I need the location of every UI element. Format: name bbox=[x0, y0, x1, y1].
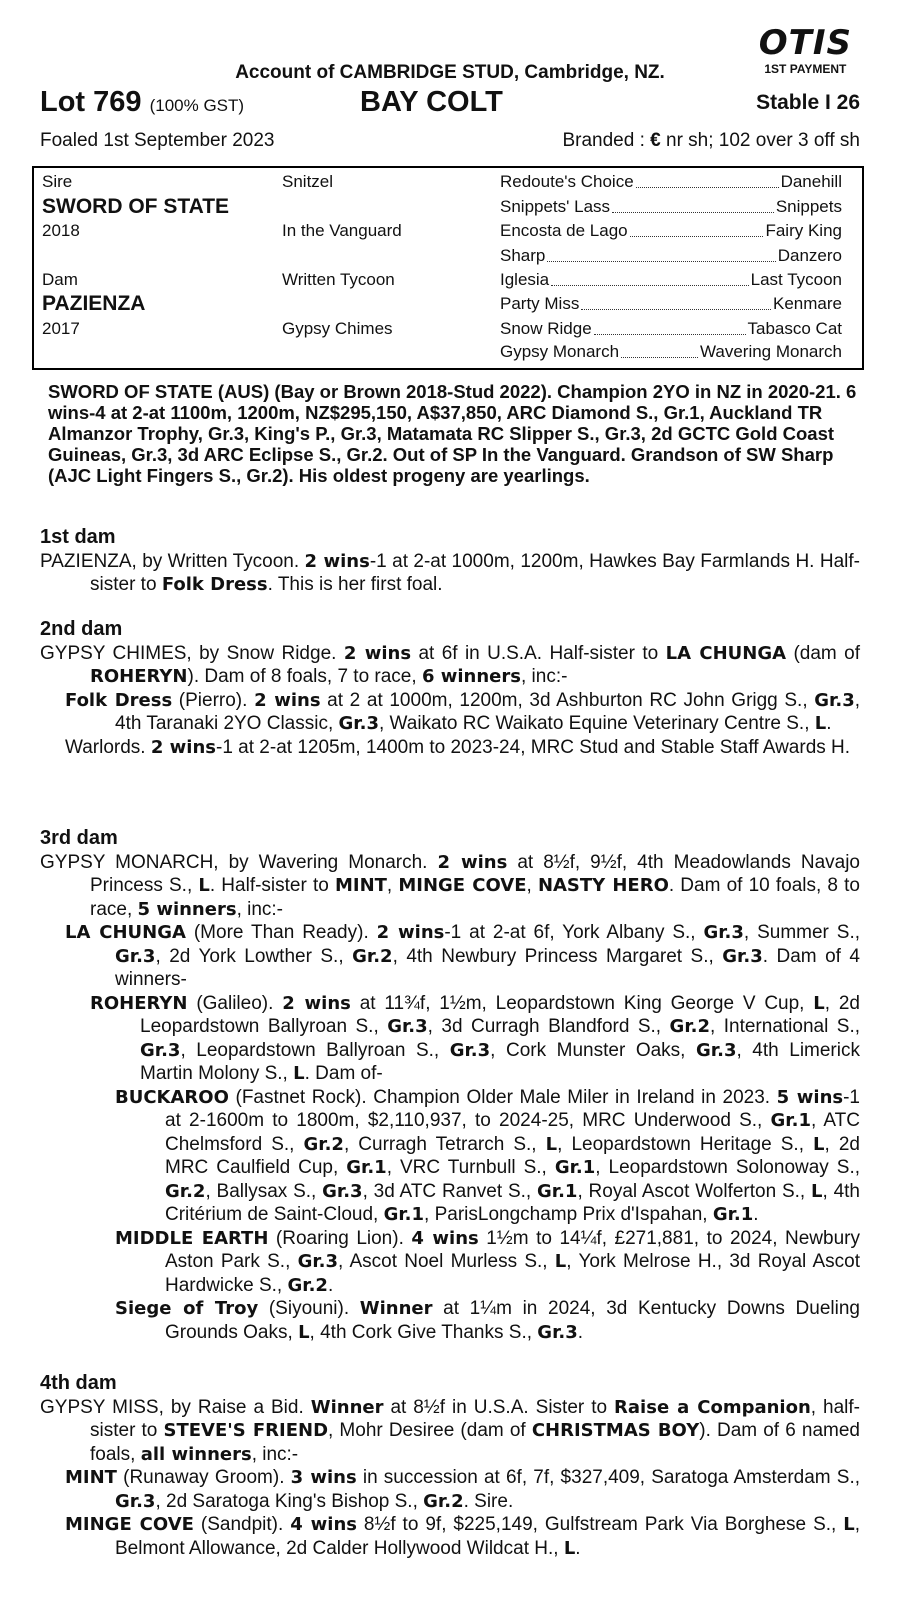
bold-segment: LA CHUNGA bbox=[665, 642, 787, 664]
second-dam-heading: 2nd dam bbox=[40, 618, 123, 640]
text-segment: -1 at 2-at 1205m, 1400m to 2023-24, MRC Stud and Stable Staff Awards H. bbox=[216, 736, 851, 758]
text-segment: PAZIENZA, by Written Tycoon. bbox=[40, 550, 305, 572]
bold-segment: CHRISTMAS BOY bbox=[531, 1420, 700, 1441]
pedigree-col2: Written Tycoon bbox=[282, 270, 395, 289]
pedigree-col1 bbox=[42, 195, 229, 220]
pedigree-ancestor: Gypsy Monarch bbox=[500, 342, 620, 361]
pedigree-col2: In the Vanguard bbox=[282, 221, 402, 240]
pedigree-col3 bbox=[500, 244, 842, 268]
pedigree-col3 bbox=[500, 219, 842, 243]
bold-segment: L bbox=[198, 875, 210, 896]
third-dam-greatgrandfoal-1 bbox=[40, 1086, 860, 1227]
first-dam-heading: 1st dam bbox=[40, 526, 116, 548]
branded-info bbox=[562, 130, 860, 152]
bold-segment: Gr.2 bbox=[303, 1133, 344, 1155]
text-segment: , Summer S., bbox=[743, 922, 861, 943]
pedigree-ancestor: Encosta de Lago bbox=[500, 221, 628, 240]
text-segment: , 4th Newbury Princess Margaret S., bbox=[392, 945, 723, 967]
text-segment: , half-sister to bbox=[90, 1396, 861, 1441]
text-segment: (dam of bbox=[786, 642, 860, 664]
bold-segment: 2 wins bbox=[343, 642, 412, 664]
pedigree-ancestor-sire: Fairy King bbox=[765, 221, 842, 240]
bold-segment: 2 wins bbox=[376, 922, 445, 943]
text-segment: (Roaring Lion). bbox=[268, 1227, 412, 1249]
pedigree-ancestor: Redoute's Choice bbox=[500, 172, 634, 191]
bold-segment: BUCKAROO bbox=[115, 1086, 229, 1108]
pedigree-horse-name: SWORD OF STATE bbox=[42, 195, 230, 218]
text-segment: , Waikato RC Waikato Equine Veterinary Centre S., bbox=[378, 713, 815, 734]
pedigree-row bbox=[34, 340, 862, 364]
text-segment: -1 at 2-at 1000m, 1200m, Hawkes Bay Farmlands H. Half-sister to bbox=[90, 550, 860, 595]
text-segment: , 4th Limerick Martin Molony S., bbox=[140, 1039, 860, 1084]
pedigree-col3 bbox=[500, 170, 842, 194]
bold-segment: 6 winners bbox=[421, 666, 521, 687]
bold-segment: L bbox=[298, 1321, 310, 1343]
pedigree-col3 bbox=[500, 317, 842, 341]
lot-line bbox=[40, 86, 860, 120]
text-segment: in succession at 6f, 7f, $327,409, Saratoga Amsterdam S., bbox=[356, 1467, 861, 1488]
stable-location: Stable I 26 bbox=[756, 91, 860, 114]
pedigree-ancestor-sire: Tabasco Cat bbox=[747, 319, 842, 338]
bold-segment: ROHERYN bbox=[90, 992, 188, 1014]
pedigree-row bbox=[34, 170, 862, 194]
second-dam-foal-2 bbox=[40, 736, 860, 760]
dot-leader bbox=[594, 317, 746, 335]
bold-segment: Gr.1 bbox=[383, 1204, 425, 1225]
text-segment: , International S., bbox=[710, 1016, 860, 1037]
bold-segment: L bbox=[813, 1133, 825, 1155]
bold-segment: Gr.3 bbox=[696, 1039, 737, 1061]
text-segment: , Cork Munster Oaks, bbox=[490, 1039, 697, 1061]
pedigree-col1: 2017 bbox=[42, 319, 80, 338]
pedigree-horse-name: PAZIENZA bbox=[42, 292, 146, 315]
foaled-date: Foaled 1st September 2023 bbox=[40, 130, 275, 151]
fourth-dam-text bbox=[40, 1396, 860, 1467]
pedigree-col3 bbox=[500, 195, 842, 219]
text-segment: . Dam of 4 winners- bbox=[115, 945, 860, 990]
bold-segment: 2 wins bbox=[254, 689, 321, 711]
text-segment: at 1¼m in 2024, 3d Kentucky Downs Dueling Grounds Oaks, bbox=[165, 1298, 860, 1343]
bold-segment: L bbox=[545, 1133, 558, 1155]
text-segment: at 11¾f, 1½m, Leopardstown King George V Cup, bbox=[350, 992, 814, 1014]
text-segment: , ATC Chelmsford S., bbox=[165, 1110, 861, 1155]
text-segment: , 4th Cork Give Thanks S., bbox=[309, 1321, 538, 1343]
bold-segment: MINT bbox=[334, 875, 387, 896]
text-segment: (Pierro). bbox=[172, 689, 255, 711]
bold-segment: Gr.2 bbox=[165, 1180, 206, 1202]
bold-segment: 2 wins bbox=[282, 992, 351, 1014]
text-segment: -1 at 2-at 6f, York Albany S., bbox=[444, 922, 704, 943]
bold-segment: ROHERYN bbox=[90, 666, 188, 687]
text-segment: , Belmont Allowance, 2d Calder Hollywood Wildcat H., bbox=[115, 1514, 861, 1559]
pedigree-col3 bbox=[500, 268, 842, 292]
bold-segment: Gr.3 bbox=[338, 713, 379, 734]
text-segment: , inc:- bbox=[251, 1443, 299, 1465]
sex-description: BAY COLT bbox=[360, 86, 503, 118]
pedigree-ancestor: Iglesia bbox=[500, 270, 550, 289]
bold-segment: L bbox=[293, 1063, 305, 1084]
pedigree-row bbox=[34, 292, 862, 316]
text-segment: , York Melrose H., 3d Royal Ascot Hardwicke S., bbox=[165, 1251, 860, 1296]
bold-segment: Gr.3 bbox=[322, 1180, 363, 1202]
bold-segment: 2 wins bbox=[304, 550, 370, 572]
vendor-account: Account of CAMBRIDGE STUD, Cambridge, NZ. bbox=[235, 62, 665, 83]
bold-segment: MINT bbox=[65, 1467, 117, 1488]
pedigree-row bbox=[34, 219, 862, 243]
text-segment: (More Than Ready). bbox=[185, 922, 377, 943]
pedigree-col2: Snitzel bbox=[282, 172, 334, 191]
gst-note: (100% GST) bbox=[149, 96, 245, 115]
lot-number bbox=[40, 86, 244, 119]
text-segment: , 3d ATC Ranvet S., bbox=[362, 1180, 537, 1202]
sire-summary: SWORD OF STATE (AUS) (Bay or Brown 2018-Stud 2022). Champion 2YO in NZ in 2020-21. 6 wins-4 at 2-at 1100m, 1200m, NZ$295,150, A$37,850, ARC Diamond S., Gr.1, Auckland TR Almanzor Trophy, Gr.3, King's P., Gr.3, Matamata RC Slipper S., Gr.3, 2d GCTC Gold Coast Guineas, Gr.3, 3d ARC Eclipse S., Gr.2. Out of SP In the Vanguard. Grandson of SW Sharp (AJC Light Fingers S., Gr.2). His oldest progeny are yearlings. bbox=[48, 381, 857, 486]
pedigree-row bbox=[34, 268, 862, 292]
text-segment: , inc:- bbox=[520, 666, 568, 687]
text-segment: . bbox=[577, 1321, 584, 1343]
bold-segment: Gr.2 bbox=[423, 1490, 464, 1512]
bold-segment: MINGE COVE bbox=[398, 875, 527, 896]
bold-segment: Gr.1 bbox=[346, 1157, 387, 1178]
text-segment: 1½m to 14¼f, £271,881, to 2024, Newbury Aston Park S., bbox=[165, 1227, 860, 1272]
logo-mark: OTIS bbox=[758, 23, 852, 63]
text-segment: . bbox=[327, 1274, 334, 1296]
bold-segment: NASTY HERO bbox=[537, 875, 669, 896]
text-segment: , 2d MRC Caulfield Cup, bbox=[165, 1133, 860, 1178]
text-segment: ). Dam of 6 named foals, bbox=[90, 1420, 860, 1465]
bold-segment: Gr.3 bbox=[703, 922, 744, 943]
bold-segment: Gr.3 bbox=[814, 689, 855, 711]
text-segment: , Mohr Desiree (dam of bbox=[328, 1420, 532, 1441]
pedigree-ancestor: Sharp bbox=[500, 246, 546, 265]
bold-segment: Gr.3 bbox=[140, 1039, 181, 1061]
bold-segment: Gr.3 bbox=[115, 945, 156, 967]
text-segment: , Curragh Tetrarch S., bbox=[343, 1133, 546, 1155]
text-segment: , bbox=[386, 875, 399, 896]
dot-leader bbox=[636, 170, 779, 188]
bold-segment: 2 wins bbox=[437, 851, 508, 873]
third-dam-section bbox=[40, 827, 860, 1344]
bold-segment: L bbox=[554, 1251, 567, 1272]
text-segment: . Dam of- bbox=[304, 1063, 383, 1084]
text-segment: at 8½f in U.S.A. Sister to bbox=[383, 1396, 615, 1418]
dot-leader bbox=[547, 244, 775, 262]
bold-segment: Gr.2 bbox=[352, 945, 393, 967]
pedigree-ancestor-sire: Danehill bbox=[780, 172, 842, 191]
text-segment: , 2d York Lowther S., bbox=[155, 945, 353, 967]
third-dam-greatgrandfoal-3 bbox=[40, 1297, 860, 1344]
dot-leader bbox=[630, 219, 764, 237]
pedigree-ancestor-sire: Kenmare bbox=[773, 294, 842, 313]
text-segment: , VRC Turnbull S., bbox=[386, 1157, 555, 1178]
text-segment: , ParisLongchamp Prix d'Ispahan, bbox=[424, 1204, 713, 1225]
bold-segment: Gr.3 bbox=[297, 1251, 339, 1272]
pedigree-col2: Gypsy Chimes bbox=[282, 319, 393, 338]
bold-segment: 5 wins bbox=[776, 1086, 844, 1108]
first-dam-section bbox=[40, 526, 860, 597]
text-segment: 8½f to 9f, $225,149, Gulfstream Park Via Borghese S., bbox=[356, 1514, 844, 1535]
pedigree-col1: Dam bbox=[42, 270, 78, 289]
text-segment: , 4th Critérium de Saint-Cloud, bbox=[165, 1180, 860, 1225]
text-segment: ). Dam of 8 foals, 7 to race, bbox=[187, 666, 422, 687]
lot-label: Lot 769 bbox=[40, 86, 142, 118]
text-segment: -1 at 2-1600m to 1800m, $2,110,937, to 2024-25, MRC Underwood S., bbox=[165, 1086, 860, 1131]
branded-label: Branded : bbox=[562, 130, 645, 151]
pedigree-col3 bbox=[500, 340, 842, 364]
fourth-dam-foal-1 bbox=[40, 1466, 860, 1513]
text-segment: GYPSY MISS, by Raise a Bid. bbox=[40, 1396, 311, 1418]
pedigree-row bbox=[34, 244, 862, 268]
text-segment: , Ballysax S., bbox=[205, 1180, 323, 1202]
bold-segment: Folk Dress bbox=[161, 574, 268, 595]
text-segment: at 8½f, 9½f, 4th Meadowlands Navajo Princess S., bbox=[90, 851, 860, 896]
pedigree-row bbox=[34, 317, 862, 341]
bold-segment: L bbox=[814, 713, 827, 734]
text-segment: . Half-sister to bbox=[209, 875, 335, 896]
text-segment: . bbox=[826, 713, 832, 734]
bold-segment: Gr.2 bbox=[669, 1016, 710, 1037]
text-segment: , 2d Leopardstown Ballyroan S., bbox=[140, 992, 860, 1037]
text-segment: , 3d Curragh Blandford S., bbox=[427, 1016, 670, 1037]
bold-segment: all winners bbox=[140, 1443, 252, 1465]
text-segment: . bbox=[575, 1537, 581, 1559]
text-segment: (Fastnet Rock). Champion Older Male Miler in Ireland in 2023. bbox=[228, 1086, 777, 1108]
pedigree-ancestor: Party Miss bbox=[500, 294, 580, 313]
bold-segment: 2 wins bbox=[150, 736, 216, 758]
bold-segment: MIDDLE EARTH bbox=[115, 1227, 269, 1249]
dot-leader bbox=[621, 340, 698, 358]
bold-segment: Gr.1 bbox=[712, 1204, 754, 1225]
pedigree-ancestor-sire: Wavering Monarch bbox=[699, 342, 842, 361]
text-segment: , Leopardstown Ballyroan S., bbox=[180, 1039, 450, 1061]
bold-segment: Raise a Companion bbox=[614, 1396, 811, 1418]
text-segment: , Royal Ascot Wolferton S., bbox=[577, 1180, 811, 1202]
bold-segment: 4 wins bbox=[290, 1514, 357, 1535]
second-dam-text bbox=[40, 642, 860, 689]
third-dam-text bbox=[40, 851, 860, 922]
text-segment: , 2d Saratoga King's Bishop S., bbox=[155, 1490, 424, 1512]
pedigree-col1: Sire bbox=[42, 172, 73, 191]
text-segment: (Galileo). bbox=[187, 992, 283, 1014]
pedigree-ancestor-sire: Snippets bbox=[775, 197, 842, 216]
first-dam-text bbox=[40, 550, 860, 597]
branded-text: nr sh; 102 over 3 off sh bbox=[666, 130, 860, 151]
fourth-dam-section bbox=[40, 1372, 860, 1560]
dot-leader bbox=[612, 195, 774, 213]
text-segment: GYPSY CHIMES, by Snow Ridge. bbox=[40, 642, 344, 664]
bold-segment: STEVE'S FRIEND bbox=[163, 1420, 329, 1441]
brand-mark-icon: € bbox=[650, 130, 661, 151]
bold-segment: Gr.1 bbox=[770, 1110, 811, 1131]
bold-segment: 5 winners bbox=[137, 898, 237, 920]
bold-segment: MINGE COVE bbox=[65, 1514, 194, 1535]
bold-segment: L bbox=[813, 992, 825, 1014]
text-segment: Warlords. bbox=[65, 736, 151, 758]
bold-segment: LA CHUNGA bbox=[65, 922, 186, 943]
text-segment: . Sire. bbox=[463, 1490, 514, 1512]
bold-segment: L bbox=[563, 1537, 576, 1559]
dot-leader bbox=[551, 268, 749, 286]
pedigree-ancestor-sire: Last Tycoon bbox=[750, 270, 842, 289]
text-segment: , 4th Taranaki 2YO Classic, bbox=[115, 689, 860, 734]
logo-subtitle: 1ST PAYMENT bbox=[764, 62, 847, 76]
pedigree-col1: 2018 bbox=[42, 221, 80, 240]
text-segment: . bbox=[753, 1204, 759, 1225]
fourth-dam-foal-2 bbox=[40, 1513, 860, 1560]
text-segment: (Runaway Groom). bbox=[116, 1467, 291, 1488]
pedigree-ancestor-sire: Danzero bbox=[777, 246, 842, 265]
third-dam-foal-1 bbox=[40, 921, 860, 992]
bold-segment: 3 wins bbox=[290, 1467, 357, 1488]
text-segment: (Sandpit). bbox=[193, 1514, 291, 1535]
bold-segment: L bbox=[811, 1180, 823, 1202]
bold-segment: Winner bbox=[359, 1298, 433, 1319]
text-segment: at 6f in U.S.A. Half-sister to bbox=[411, 642, 666, 664]
text-segment: at 2 at 1000m, 1200m, 3d Ashburton RC John Grigg S., bbox=[320, 689, 815, 711]
pedigree-col1 bbox=[42, 292, 145, 317]
pedigree-row bbox=[34, 195, 862, 219]
bold-segment: L bbox=[843, 1514, 855, 1535]
text-segment: , Ascot Noel Murless S., bbox=[338, 1251, 555, 1272]
bold-segment: Winner bbox=[310, 1396, 384, 1418]
text-segment: , bbox=[526, 875, 538, 896]
fourth-dam-heading: 4th dam bbox=[40, 1372, 117, 1394]
third-dam-greatgrandfoal-2 bbox=[40, 1227, 860, 1298]
text-segment: , Leopardstown Solonoway S., bbox=[595, 1157, 860, 1178]
text-segment: (Siyouni). bbox=[258, 1298, 360, 1319]
bold-segment: Gr.3 bbox=[449, 1039, 491, 1061]
pedigree-col3 bbox=[500, 292, 842, 316]
second-dam-foal-1 bbox=[40, 689, 860, 736]
bold-segment: Gr.3 bbox=[115, 1490, 156, 1512]
bold-segment: Gr.1 bbox=[537, 1180, 578, 1202]
bold-segment: Gr.2 bbox=[287, 1274, 328, 1296]
second-dam-section bbox=[40, 618, 860, 759]
third-dam-heading: 3rd dam bbox=[40, 827, 118, 849]
text-segment: . Dam of 10 foals, 8 to race, bbox=[90, 875, 860, 920]
bold-segment: Gr.3 bbox=[722, 945, 763, 967]
bold-segment: Folk Dress bbox=[65, 689, 173, 711]
third-dam-grandfoal-1 bbox=[40, 992, 860, 1086]
bold-segment: Gr.3 bbox=[387, 1016, 428, 1037]
bold-segment: Gr.3 bbox=[537, 1321, 578, 1343]
pedigree-table bbox=[32, 166, 864, 370]
bold-segment: Siege of Troy bbox=[115, 1298, 259, 1319]
bold-segment: Gr.1 bbox=[554, 1157, 596, 1178]
pedigree-ancestor: Snippets' Lass bbox=[500, 197, 611, 216]
text-segment: , inc:- bbox=[236, 898, 284, 920]
text-segment: . This is her first foal. bbox=[267, 574, 443, 595]
dot-leader bbox=[581, 292, 771, 310]
text-segment: GYPSY MONARCH, by Wavering Monarch. bbox=[40, 851, 438, 873]
bold-segment: 4 wins bbox=[411, 1227, 479, 1249]
pedigree-ancestor: Snow Ridge bbox=[500, 319, 592, 338]
text-segment: , Leopardstown Heritage S., bbox=[557, 1133, 814, 1155]
